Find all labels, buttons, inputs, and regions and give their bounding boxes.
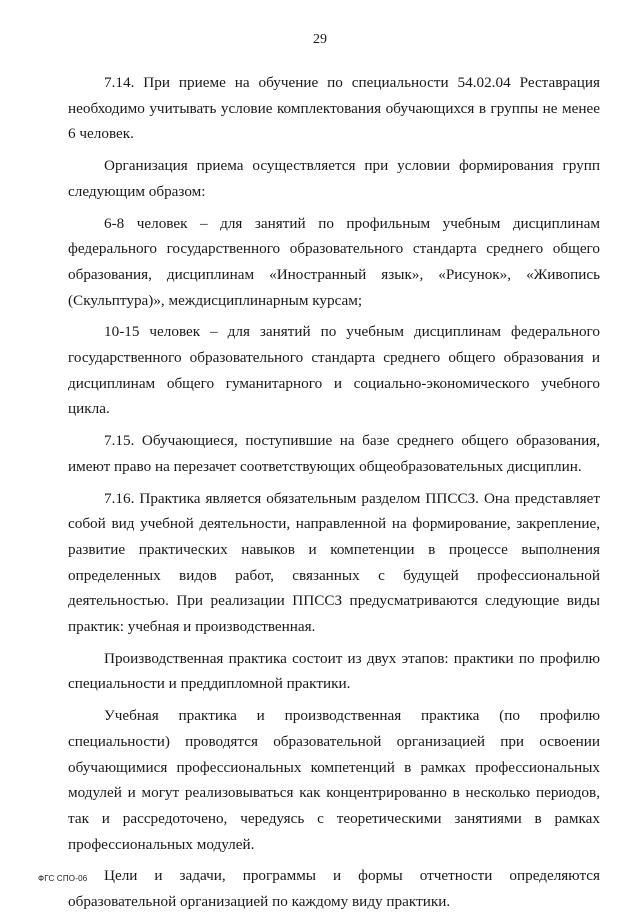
paragraph-group-10-15: 10-15 человек – для занятий по учебным дисциплинам федерального государственного образовательного стандарта среднего общего образования и дисциплинам общего гуманитарного и социально-экономического учебного цикла. [68,323,600,418]
paragraph-group-6-8: 6-8 человек – для занятий по профильным учебным дисциплинам федерального государственного образовательного стандарта среднего общего образования, дисциплинам «Иностранный язык», «Рисунок», «Живопись (Скульптура)», междисциплинарным курсам; [68,214,600,309]
paragraph-7-15: 7.15. Обучающиеся, поступившие на базе среднего общего образования, имеют право на перезачет соответствующих общеобразовательных дисциплин. [68,432,600,475]
page-footer: ФГС СПО-06 [38,874,88,883]
paragraph-7-14: 7.14. При приеме на обучение по специальности 54.02.04 Реставрация необходимо учитывать условие комплектования обучающихся в группы не менее 6 человек. [68,74,600,143]
paragraph-goals-objectives: Цели и задачи, программы и формы отчетности определяются образовательной организацией по каждому виду практики. [68,867,600,911]
paragraph-7-16: 7.16. Практика является обязательным разделом ППССЗ. Она представляет собой вид учебной деятельности, направленной на формирование, закрепление, развитие практических навыков и компетенции в процессе выполнения определенных видов работ, связанных с будущей профессиональной деятельностью. При реализации ППССЗ предусматриваются следующие виды практик: учебная и производственная. [68,489,600,636]
page-number: 29 [313,32,327,47]
paragraph-admission-organization: Организация приема осуществляется при условии формирования групп следующим образом: [68,157,600,200]
paragraph-production-practice: Производственная практика состоит из двух этапов: практики по профилю специальности и преддипломной практики. [68,649,600,693]
document-body [68,70,600,915]
paragraph-training-practice: Учебная практика и производственная практика (по профилю специальности) проводятся образовательной организацией при освоении обучающимися профессиональных компетенций в рамках профессиональных модулей и могут реализовываться как концентрированно в несколько периодов, так и рассредоточено, чередуясь с теоретическими занятиями в рамках профессиональных модулей. [68,707,600,853]
